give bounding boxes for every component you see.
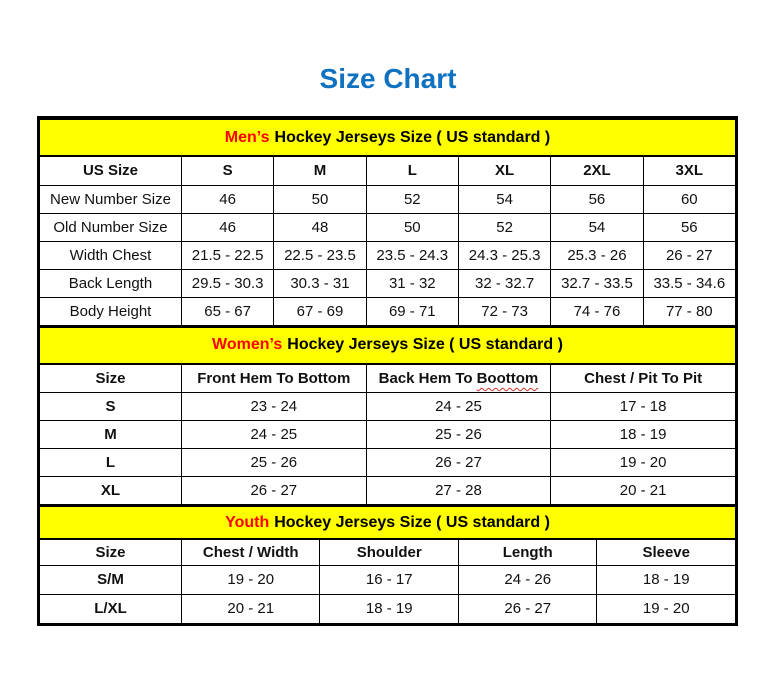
mens-table-row (40, 297, 736, 325)
size-cell: 56 (643, 213, 735, 241)
womens-table-row (40, 421, 736, 449)
womens-header-cell: Front Hem To Bottom (181, 364, 366, 393)
youth-banner-highlight: Youth (225, 513, 270, 531)
womens-banner-text: Hockey Jerseys Size ( US standard ) (287, 336, 563, 353)
row-label: Width Chest (40, 241, 182, 269)
page-title: Size Chart (319, 63, 457, 94)
size-cell: 74 - 76 (551, 297, 643, 325)
youth-header-cell: Sleeve (597, 539, 736, 565)
mens-banner (40, 119, 736, 156)
size-cell: 18 - 19 (597, 565, 736, 594)
size-chart-tables (37, 116, 738, 626)
size-cell: 26 - 27 (458, 594, 597, 623)
size-cell: 32.7 - 33.5 (551, 269, 643, 297)
size-cell: 19 - 20 (181, 565, 320, 594)
size-cell: 46 (181, 213, 273, 241)
row-label: XL (40, 477, 182, 505)
womens-size-table (39, 326, 736, 506)
size-cell: 48 (274, 213, 366, 241)
size-cell: 27 - 28 (366, 477, 551, 505)
mens-banner-highlight: Men’s (224, 128, 270, 146)
womens-table-row (40, 477, 736, 505)
mens-table-row (40, 269, 736, 297)
womens-header-back-hem: Back Hem To (378, 369, 473, 387)
size-cell: 60 (643, 185, 735, 213)
size-cell: 24 - 25 (366, 393, 551, 421)
youth-header-cell: Chest / Width (181, 539, 320, 565)
womens-banner (40, 327, 736, 364)
youth-header-cell: Length (458, 539, 597, 565)
row-label: S/M (40, 565, 182, 594)
womens-banner-highlight: Women’s (212, 336, 283, 353)
row-label: Body Height (40, 297, 182, 325)
mens-table-row (40, 185, 736, 213)
mens-table-row (40, 213, 736, 241)
mens-header-cell: XL (458, 156, 550, 185)
row-label: Old Number Size (40, 213, 182, 241)
size-cell: 72 - 73 (458, 297, 550, 325)
womens-header-back-hem-typo: Boottom (476, 369, 539, 387)
youth-header-cell: Size (40, 539, 182, 565)
size-cell: 26 - 27 (366, 449, 551, 477)
mens-header-cell: 3XL (643, 156, 735, 185)
mens-header-row (40, 156, 736, 185)
size-cell: 18 - 19 (551, 421, 736, 449)
womens-header-cell: Chest / Pit To Pit (551, 364, 736, 393)
row-label: L/XL (40, 594, 182, 623)
mens-size-table (39, 118, 736, 326)
size-cell: 25 - 26 (366, 421, 551, 449)
womens-header-cell: Size (40, 364, 182, 393)
size-cell: 46 (181, 185, 273, 213)
row-label: M (40, 421, 182, 449)
size-cell: 29.5 - 30.3 (181, 269, 273, 297)
size-cell: 67 - 69 (274, 297, 366, 325)
size-cell: 31 - 32 (366, 269, 458, 297)
size-cell: 25.3 - 26 (551, 241, 643, 269)
row-label: S (40, 393, 182, 421)
mens-banner-row (40, 119, 736, 156)
size-cell: 22.5 - 23.5 (274, 241, 366, 269)
row-label: L (40, 449, 182, 477)
size-cell: 32 - 32.7 (458, 269, 550, 297)
youth-table-row (40, 594, 736, 623)
mens-banner-text: Hockey Jerseys Size ( US standard ) (274, 128, 551, 146)
size-cell: 30.3 - 31 (274, 269, 366, 297)
size-cell: 33.5 - 34.6 (643, 269, 735, 297)
mens-table-row (40, 241, 736, 269)
womens-table-row (40, 449, 736, 477)
youth-header-row (40, 539, 736, 565)
youth-banner (40, 506, 736, 539)
size-cell: 50 (274, 185, 366, 213)
size-cell: 77 - 80 (643, 297, 735, 325)
size-cell: 23.5 - 24.3 (366, 241, 458, 269)
size-cell: 18 - 19 (320, 594, 459, 623)
size-cell: 16 - 17 (320, 565, 459, 594)
size-cell: 25 - 26 (181, 449, 366, 477)
size-cell: 65 - 67 (181, 297, 273, 325)
womens-banner-row (40, 327, 736, 364)
mens-header-cell: L (366, 156, 458, 185)
size-cell: 69 - 71 (366, 297, 458, 325)
womens-header-cell (366, 364, 551, 393)
size-cell: 24.3 - 25.3 (458, 241, 550, 269)
mens-header-cell: 2XL (551, 156, 643, 185)
youth-banner-row (40, 506, 736, 539)
size-cell: 54 (551, 213, 643, 241)
size-cell: 56 (551, 185, 643, 213)
mens-header-cell: S (181, 156, 273, 185)
size-cell: 26 - 27 (643, 241, 735, 269)
size-cell: 52 (458, 213, 550, 241)
size-cell: 26 - 27 (181, 477, 366, 505)
youth-header-cell: Shoulder (320, 539, 459, 565)
row-label: Back Length (40, 269, 182, 297)
size-cell: 19 - 20 (597, 594, 736, 623)
mens-header-cell: M (274, 156, 366, 185)
womens-table-row (40, 393, 736, 421)
mens-header-cell: US Size (40, 156, 182, 185)
size-cell: 17 - 18 (551, 393, 736, 421)
size-cell: 23 - 24 (181, 393, 366, 421)
youth-size-table (39, 505, 736, 624)
size-cell: 20 - 21 (551, 477, 736, 505)
size-cell: 52 (366, 185, 458, 213)
size-cell: 50 (366, 213, 458, 241)
size-cell: 24 - 25 (181, 421, 366, 449)
youth-table-row (40, 565, 736, 594)
size-cell: 24 - 26 (458, 565, 597, 594)
size-cell: 54 (458, 185, 550, 213)
size-cell: 20 - 21 (181, 594, 320, 623)
size-cell: 21.5 - 22.5 (181, 241, 273, 269)
womens-header-row (40, 364, 736, 393)
size-cell: 19 - 20 (551, 449, 736, 477)
row-label: New Number Size (40, 185, 182, 213)
youth-banner-text: Hockey Jerseys Size ( US standard ) (274, 513, 550, 531)
